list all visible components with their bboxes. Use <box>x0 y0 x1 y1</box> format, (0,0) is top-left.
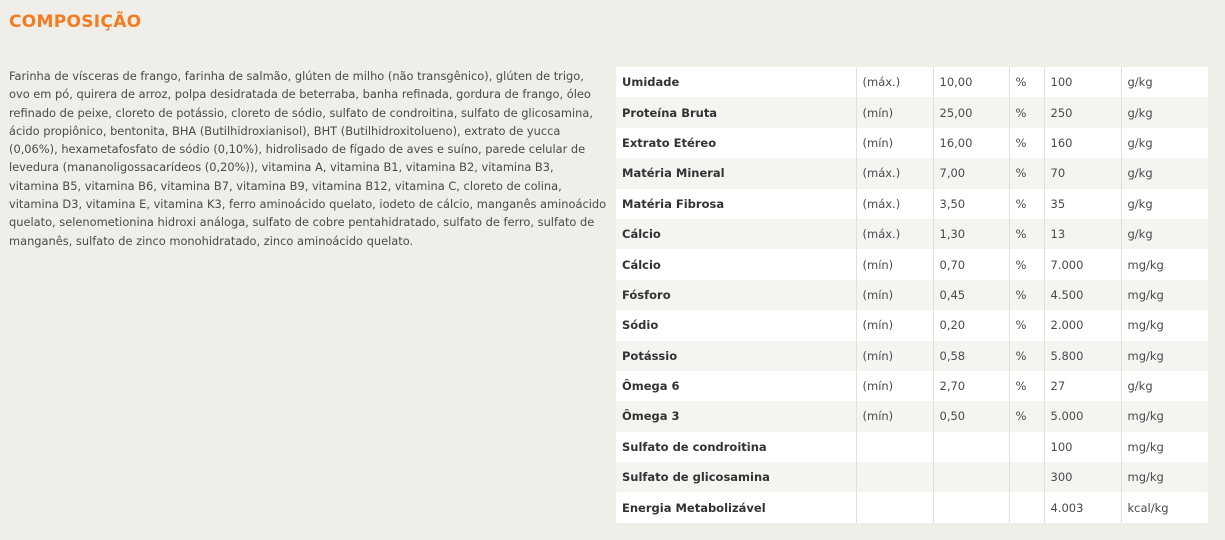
nutrient-percent-sign: % <box>1009 280 1044 310</box>
nutrient-name: Matéria Mineral <box>616 158 856 188</box>
nutrient-percent-sign <box>1009 432 1044 462</box>
nutrient-amount: 7.000 <box>1044 249 1121 279</box>
nutrition-table-body <box>616 67 1208 523</box>
nutrient-percent-sign: % <box>1009 189 1044 219</box>
nutrient-name: Cálcio <box>616 219 856 249</box>
nutrient-unit: g/kg <box>1121 158 1208 188</box>
nutrient-amount: 300 <box>1044 462 1121 492</box>
nutrient-percent-sign: % <box>1009 341 1044 371</box>
nutrient-qualifier: (máx.) <box>856 189 933 219</box>
nutrient-value: 0,58 <box>933 341 1009 371</box>
nutrient-percent-sign: % <box>1009 371 1044 401</box>
nutrient-percent-sign: % <box>1009 97 1044 127</box>
nutrient-value: 16,00 <box>933 128 1009 158</box>
nutrient-unit: g/kg <box>1121 97 1208 127</box>
table-row <box>616 280 1208 310</box>
nutrient-amount: 35 <box>1044 189 1121 219</box>
nutrient-unit: mg/kg <box>1121 401 1208 431</box>
nutrient-qualifier: (máx.) <box>856 158 933 188</box>
nutrient-qualifier <box>856 492 933 522</box>
nutrient-amount: 5.800 <box>1044 341 1121 371</box>
nutrient-amount: 13 <box>1044 219 1121 249</box>
nutrient-percent-sign: % <box>1009 158 1044 188</box>
table-row <box>616 97 1208 127</box>
nutrient-amount: 160 <box>1044 128 1121 158</box>
nutrient-percent-sign: % <box>1009 310 1044 340</box>
nutrient-qualifier: (mín) <box>856 128 933 158</box>
table-row <box>616 158 1208 188</box>
nutrient-qualifier: (mín) <box>856 371 933 401</box>
nutrient-name: Ômega 3 <box>616 401 856 431</box>
nutrient-name: Sulfato de glicosamina <box>616 462 856 492</box>
nutrient-name: Sulfato de condroitina <box>616 432 856 462</box>
nutrition-table <box>616 67 1208 523</box>
nutrient-value <box>933 432 1009 462</box>
nutrient-qualifier: (mín) <box>856 401 933 431</box>
nutrient-value <box>933 492 1009 522</box>
table-row <box>616 341 1208 371</box>
nutrient-amount: 250 <box>1044 97 1121 127</box>
table-row <box>616 310 1208 340</box>
nutrient-name: Ômega 6 <box>616 371 856 401</box>
nutrient-amount: 4.500 <box>1044 280 1121 310</box>
nutrient-unit: mg/kg <box>1121 310 1208 340</box>
nutrient-unit: g/kg <box>1121 189 1208 219</box>
nutrient-amount: 4.003 <box>1044 492 1121 522</box>
nutrient-qualifier: (mín) <box>856 249 933 279</box>
nutrient-unit: mg/kg <box>1121 280 1208 310</box>
nutrient-value: 0,50 <box>933 401 1009 431</box>
nutrient-qualifier: (máx.) <box>856 219 933 249</box>
table-row <box>616 401 1208 431</box>
table-row <box>616 67 1208 97</box>
nutrient-percent-sign: % <box>1009 67 1044 97</box>
nutrient-qualifier: (mín) <box>856 310 933 340</box>
table-row <box>616 432 1208 462</box>
nutrient-percent-sign <box>1009 492 1044 522</box>
nutrient-qualifier: (mín) <box>856 97 933 127</box>
nutrient-amount: 5.000 <box>1044 401 1121 431</box>
nutrient-name: Umidade <box>616 67 856 97</box>
nutrient-name: Matéria Fibrosa <box>616 189 856 219</box>
nutrient-unit: kcal/kg <box>1121 492 1208 522</box>
nutrient-amount: 27 <box>1044 371 1121 401</box>
table-row <box>616 492 1208 522</box>
nutrient-value: 2,70 <box>933 371 1009 401</box>
nutrient-percent-sign <box>1009 462 1044 492</box>
nutrient-name: Energia Metabolizável <box>616 492 856 522</box>
nutrient-name: Sódio <box>616 310 856 340</box>
nutrient-value: 0,20 <box>933 310 1009 340</box>
nutrient-unit: g/kg <box>1121 219 1208 249</box>
nutrient-amount: 100 <box>1044 432 1121 462</box>
nutrient-unit: mg/kg <box>1121 462 1208 492</box>
nutrient-name: Fósforo <box>616 280 856 310</box>
nutrient-value: 25,00 <box>933 97 1009 127</box>
nutrient-value: 0,45 <box>933 280 1009 310</box>
table-row <box>616 462 1208 492</box>
nutrient-percent-sign: % <box>1009 219 1044 249</box>
section-title: COMPOSIÇÃO <box>9 12 142 32</box>
table-row <box>616 249 1208 279</box>
nutrient-unit: g/kg <box>1121 128 1208 158</box>
nutrient-value: 10,00 <box>933 67 1009 97</box>
nutrient-unit: mg/kg <box>1121 432 1208 462</box>
nutrient-qualifier: (mín) <box>856 341 933 371</box>
nutrient-unit: mg/kg <box>1121 341 1208 371</box>
nutrient-percent-sign: % <box>1009 249 1044 279</box>
nutrient-value <box>933 462 1009 492</box>
nutrient-value: 7,00 <box>933 158 1009 188</box>
nutrient-unit: g/kg <box>1121 67 1208 97</box>
ingredients-text: Farinha de vísceras de frango, farinha de salmão, glúten de milho (não transgênico), glúten de trigo, ovo em pó, quirera de arroz, polpa desidratada de beterraba, banha refinada, gordura de frango, óleo refinado de peixe, cloreto de potássio, cloreto de sódio, sulfato de condroitina, sulfato de glicosamina, ácido propiônico, bentonita, BHA (Butilhidroxianisol), BHT (Butilhidroxitolueno), extrato de yucca (0,06%), hexametafosfato de sódio (0,10%), hidrolisado de fígado de aves e suíno, parede celular de levedura (mananoligossacarídeos (0,20%)), vitamina A, vitamina B1, vitamina B2, vitamina B3, vitamina B5, vitamina B6, vitamina B7, vitamina B9, vitamina B12, vitamina C, cloreto de colina, vitamina D3, vitamina E, vitamina K3, ferro aminoácido quelato, iodeto de cálcio, manganês aminoácido quelato, selenometionina hidroxi análoga, sulfato de cobre pentahidratado, sulfato de ferro, sulfato de manganês, sulfato de zinco monohidratado, zinco aminoácido quelato. <box>9 69 607 248</box>
nutrient-value: 0,70 <box>933 249 1009 279</box>
nutrient-name: Potássio <box>616 341 856 371</box>
table-row <box>616 219 1208 249</box>
nutrient-percent-sign: % <box>1009 401 1044 431</box>
nutrient-unit: g/kg <box>1121 371 1208 401</box>
nutrient-name: Proteína Bruta <box>616 97 856 127</box>
nutrient-qualifier <box>856 432 933 462</box>
nutrient-amount: 70 <box>1044 158 1121 188</box>
nutrient-value: 1,30 <box>933 219 1009 249</box>
nutrient-unit: mg/kg <box>1121 249 1208 279</box>
nutrient-qualifier <box>856 462 933 492</box>
table-row <box>616 189 1208 219</box>
table-row <box>616 371 1208 401</box>
nutrient-percent-sign: % <box>1009 128 1044 158</box>
nutrient-amount: 100 <box>1044 67 1121 97</box>
nutrient-name: Cálcio <box>616 249 856 279</box>
nutrient-qualifier: (máx.) <box>856 67 933 97</box>
table-row <box>616 128 1208 158</box>
nutrient-value: 3,50 <box>933 189 1009 219</box>
nutrient-name: Extrato Etéreo <box>616 128 856 158</box>
nutrient-amount: 2.000 <box>1044 310 1121 340</box>
nutrient-qualifier: (mín) <box>856 280 933 310</box>
